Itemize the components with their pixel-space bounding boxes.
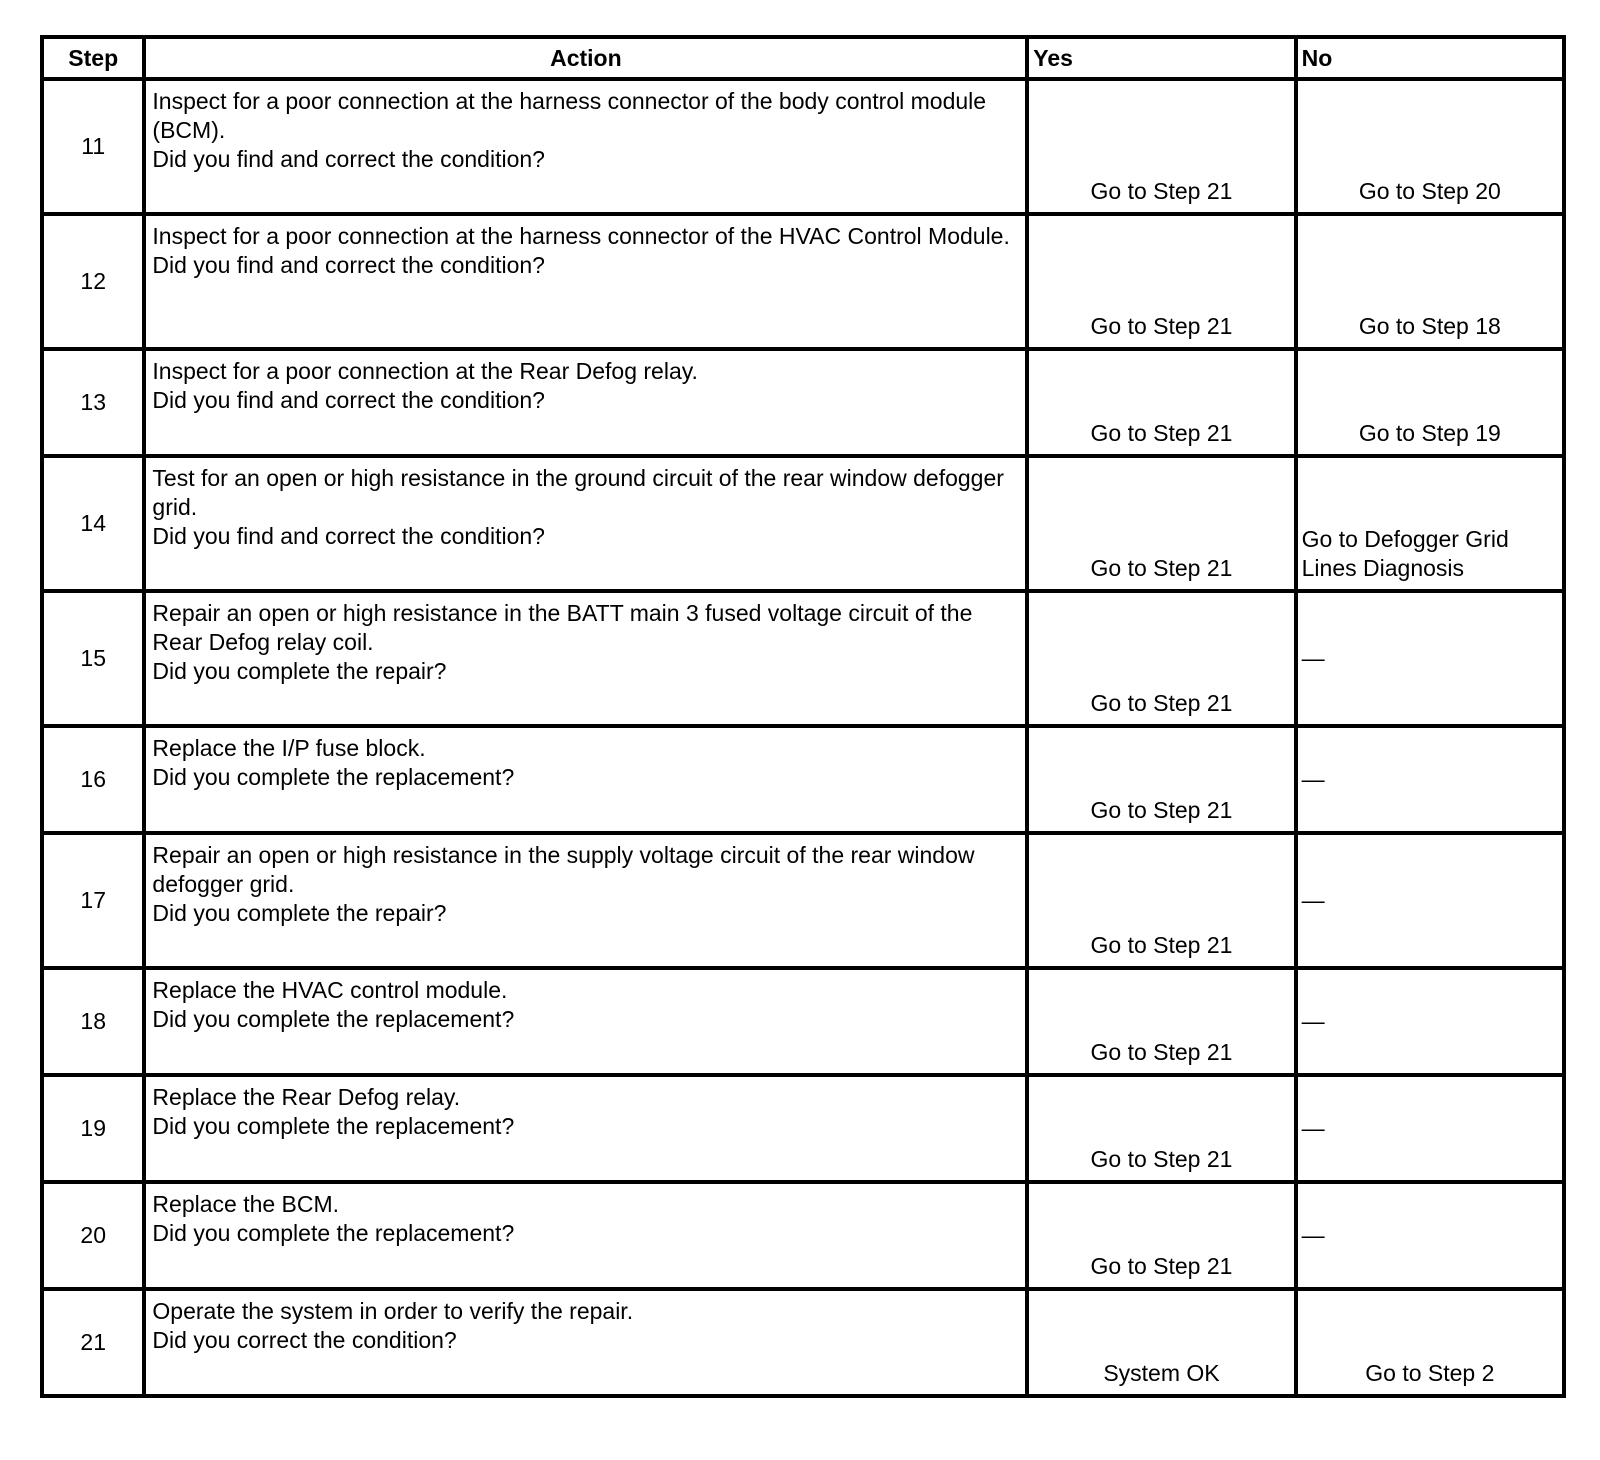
table-row	[42, 79, 1564, 214]
question-text: Did you find and correct the condition?	[152, 146, 545, 172]
action-text: Replace the Rear Defog relay.	[152, 1084, 461, 1110]
yes-result: Go to Step 21	[1027, 214, 1295, 349]
table-row	[42, 1289, 1564, 1396]
yes-result: Go to Step 21	[1027, 833, 1295, 968]
yes-result: Go to Step 21	[1027, 1182, 1295, 1289]
no-result: Go to Defogger Grid Lines Diagnosis	[1296, 456, 1564, 591]
step-number: 21	[42, 1289, 144, 1396]
question-text: Did you complete the replacement?	[152, 764, 515, 790]
table-row	[42, 833, 1564, 968]
header-no: No	[1296, 37, 1564, 79]
question-text: Did you complete the repair?	[152, 900, 447, 926]
step-number: 18	[42, 968, 144, 1075]
yes-result: Go to Step 21	[1027, 79, 1295, 214]
table-row	[42, 214, 1564, 349]
no-result: —	[1296, 833, 1564, 968]
question-text: Did you find and correct the condition?	[152, 387, 545, 413]
no-result: Go to Step 19	[1296, 349, 1564, 456]
question-text: Did you complete the replacement?	[152, 1220, 515, 1246]
no-result: —	[1296, 591, 1564, 726]
action-cell	[144, 1289, 1027, 1396]
table-row	[42, 968, 1564, 1075]
yes-result: Go to Step 21	[1027, 1075, 1295, 1182]
step-number: 12	[42, 214, 144, 349]
action-cell	[144, 1182, 1027, 1289]
header-step: Step	[42, 37, 144, 79]
action-text: Repair an open or high resistance in the BATT main 3 fused voltage circuit of the Rear Defog relay coil.	[152, 600, 973, 655]
step-number: 13	[42, 349, 144, 456]
action-text: Repair an open or high resistance in the supply voltage circuit of the rear window defogger grid.	[152, 842, 975, 897]
diagnostic-table	[40, 35, 1566, 1398]
no-result: —	[1296, 968, 1564, 1075]
question-text: Did you find and correct the condition?	[152, 523, 545, 549]
action-text: Operate the system in order to verify the repair.	[152, 1298, 634, 1324]
step-number: 20	[42, 1182, 144, 1289]
action-text: Replace the BCM.	[152, 1191, 340, 1217]
action-cell	[144, 726, 1027, 833]
action-cell	[144, 456, 1027, 591]
question-text: Did you complete the repair?	[152, 658, 447, 684]
yes-result: Go to Step 21	[1027, 456, 1295, 591]
step-number: 19	[42, 1075, 144, 1182]
yes-result: Go to Step 21	[1027, 591, 1295, 726]
action-cell	[144, 591, 1027, 726]
action-cell	[144, 968, 1027, 1075]
action-cell	[144, 833, 1027, 968]
action-text: Test for an open or high resistance in the ground circuit of the rear window defogger grid.	[152, 465, 1004, 520]
no-result: —	[1296, 1075, 1564, 1182]
header-row	[42, 37, 1564, 79]
question-text: Did you correct the condition?	[152, 1327, 457, 1353]
yes-result: System OK	[1027, 1289, 1295, 1396]
no-result: —	[1296, 1182, 1564, 1289]
action-text: Replace the HVAC control module.	[152, 977, 508, 1003]
header-yes: Yes	[1027, 37, 1295, 79]
step-number: 11	[42, 79, 144, 214]
action-cell	[144, 349, 1027, 456]
action-text: Inspect for a poor connection at the harness connector of the body control module (BCM).	[152, 88, 987, 143]
table-row	[42, 456, 1564, 591]
yes-result: Go to Step 21	[1027, 349, 1295, 456]
action-text: Inspect for a poor connection at the Rear Defog relay.	[152, 358, 698, 384]
no-result: Go to Step 2	[1296, 1289, 1564, 1396]
table-row	[42, 591, 1564, 726]
question-text: Did you complete the replacement?	[152, 1006, 515, 1032]
yes-result: Go to Step 21	[1027, 968, 1295, 1075]
action-cell	[144, 79, 1027, 214]
action-cell	[144, 214, 1027, 349]
no-result: Go to Step 20	[1296, 79, 1564, 214]
table-row	[42, 1075, 1564, 1182]
step-number: 15	[42, 591, 144, 726]
action-text: Replace the I/P fuse block.	[152, 735, 426, 761]
yes-result: Go to Step 21	[1027, 726, 1295, 833]
no-result: —	[1296, 726, 1564, 833]
step-number: 16	[42, 726, 144, 833]
action-text: Inspect for a poor connection at the harness connector of the HVAC Control Module.	[152, 223, 1010, 249]
table-row	[42, 726, 1564, 833]
step-number: 17	[42, 833, 144, 968]
action-cell	[144, 1075, 1027, 1182]
question-text: Did you complete the replacement?	[152, 1113, 515, 1139]
table-row	[42, 349, 1564, 456]
table-row	[42, 1182, 1564, 1289]
step-number: 14	[42, 456, 144, 591]
no-result: Go to Step 18	[1296, 214, 1564, 349]
question-text: Did you find and correct the condition?	[152, 252, 545, 278]
header-action: Action	[144, 37, 1027, 79]
